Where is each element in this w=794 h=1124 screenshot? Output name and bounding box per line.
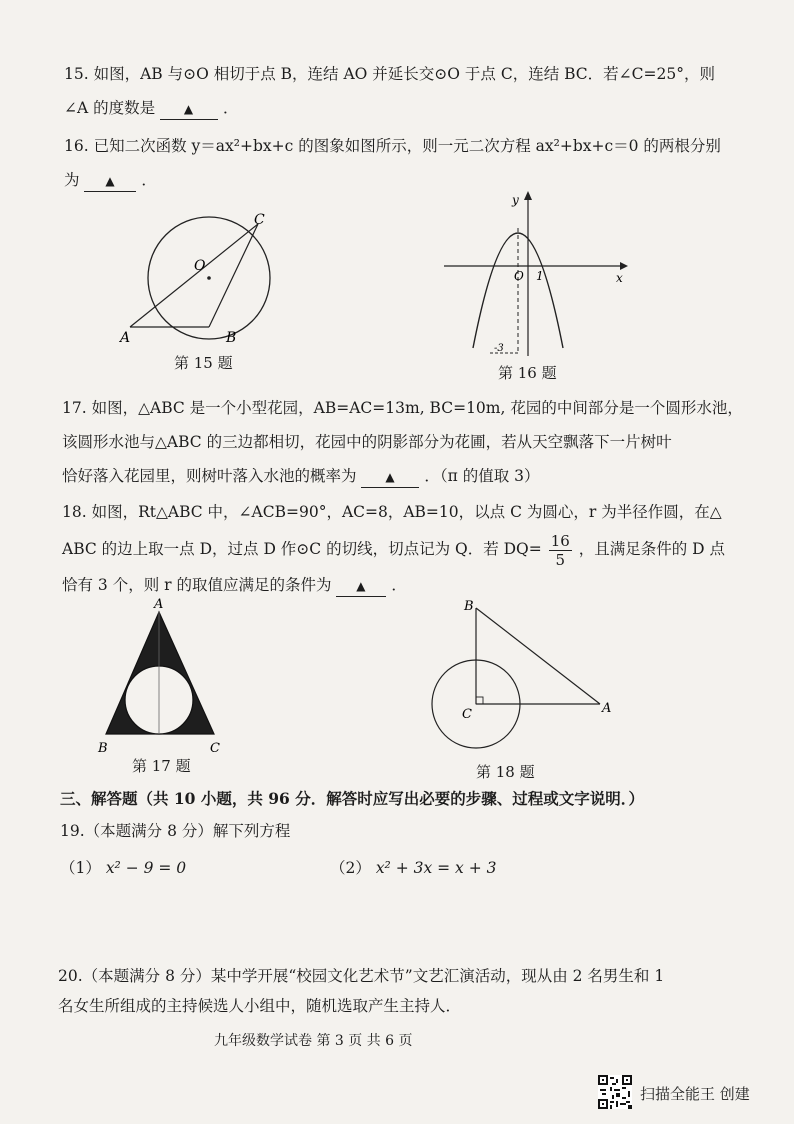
q15-line2 bbox=[64, 98, 239, 120]
fig16-label-neg3: -3 bbox=[494, 343, 504, 354]
q19-part2 bbox=[330, 858, 497, 878]
fig15-label-b: B bbox=[226, 330, 237, 346]
q18-fraction bbox=[549, 532, 572, 569]
q18-stem-end: ，且满足条件的 D 点 bbox=[578, 540, 726, 558]
q19-p2-equation: x² + 3x = x + 3 bbox=[375, 859, 497, 877]
q20-line1: 20.（本题满分 8 分）某中学开展“校园文化艺术节”文艺汇演活动，现从由 2 名男生和 1 bbox=[58, 967, 665, 985]
q17-line3 bbox=[62, 466, 540, 488]
q17-line2: 该圆形水池与△ABC 的三边都相切，花园中的阴影部分为花圃，若从天空飘落下一片树叶 bbox=[62, 433, 672, 451]
qr-code-icon bbox=[598, 1075, 632, 1109]
answer-triangle-icon: ▲ bbox=[356, 579, 367, 593]
fig15-line-ac bbox=[130, 224, 258, 327]
fig16-x-arrow bbox=[620, 262, 628, 270]
figure-18 bbox=[424, 596, 624, 758]
fig16-y-arrow bbox=[524, 191, 532, 200]
fig15-label-o: O bbox=[194, 258, 206, 274]
q18-answer-blank bbox=[336, 575, 386, 597]
q19-p1-label: （1） bbox=[60, 859, 101, 877]
q16-line2 bbox=[64, 170, 157, 192]
q15-line1: 15. 如图，AB 与⊙O 相切于点 B，连结 AO 并延长交⊙O 于点 C，连结 BC．若∠C=25°，则 bbox=[64, 65, 715, 83]
q19-p1-equation: x² − 9 = 0 bbox=[105, 859, 187, 877]
fig18-right-angle-mark bbox=[476, 697, 483, 704]
q18-line2 bbox=[62, 530, 725, 569]
answer-triangle-icon: ▲ bbox=[105, 174, 116, 188]
fig17-label-a: A bbox=[154, 597, 164, 612]
q18-frac-num: 16 bbox=[550, 531, 570, 550]
q18-line3 bbox=[62, 575, 407, 597]
fig16-label-one: 1 bbox=[536, 269, 544, 283]
fig17-caption: 第 17 题 bbox=[132, 757, 191, 775]
fig15-line-bc bbox=[209, 224, 258, 327]
q19-p2-label: （2） bbox=[330, 859, 371, 877]
answer-triangle-icon: ▲ bbox=[183, 102, 195, 116]
fig18-caption: 第 18 题 bbox=[476, 763, 535, 781]
fig15-caption: 第 15 题 bbox=[174, 354, 233, 372]
fig15-label-c: C bbox=[254, 212, 265, 228]
scanner-watermark: 扫描全能王 创建 bbox=[640, 1085, 750, 1103]
q18-stem: ABC 的边上取一点 D，过点 D 作⊙C 的切线，切点记为 Q．若 DQ= bbox=[62, 540, 542, 558]
q15-answer-blank bbox=[160, 98, 218, 120]
fig15-center-dot bbox=[207, 276, 211, 280]
q16-line1: 16. 已知二次函数 y＝ax²+bx+c 的图象如图所示，则一元二次方程 ax²+bx+c＝0 的两根分别 bbox=[64, 137, 721, 155]
page-footer: 九年级数学试卷 第 3 页 共 6 页 bbox=[214, 1033, 413, 1049]
fig18-side-ab bbox=[476, 608, 600, 704]
q20-line2: 名女生所组成的主持候选人小组中，随机选取产生主持人． bbox=[58, 997, 462, 1015]
q19-title: 19.（本题满分 8 分）解下列方程 bbox=[60, 822, 291, 840]
fig17-label-c: C bbox=[210, 741, 220, 756]
q18-line1: 18. 如图，Rt△ABC 中，∠ACB=90°，AC=8，AB=10，以点 C 为圆心，r 为半径作圆，在△ bbox=[62, 503, 722, 521]
q18-frac-den: 5 bbox=[555, 550, 566, 569]
q15-end: ． bbox=[222, 99, 239, 117]
q17-answer-blank bbox=[361, 466, 419, 488]
q15-stem: ∠A 的度数是 bbox=[64, 99, 156, 117]
section3-title: 三、解答题（共 10 小题，共 96 分．解答时应写出必要的步骤、过程或文字说明．） bbox=[60, 789, 644, 808]
fig17-label-b: B bbox=[98, 741, 108, 756]
figure-16 bbox=[440, 188, 630, 363]
figure-17 bbox=[92, 596, 232, 758]
fig16-label-o: O bbox=[514, 269, 524, 283]
q18-stem2: 恰有 3 个，则 r 的取值应满足的条件为 bbox=[62, 576, 332, 594]
q16-stem: 为 bbox=[64, 171, 80, 189]
q17-line1: 17. 如图，△ABC 是一个小型花园，AB=AC=13m, BC=10m, 花园的中间部分是一个圆形水池， bbox=[62, 399, 743, 417]
figure-15 bbox=[110, 208, 290, 348]
fig16-label-x: x bbox=[616, 271, 623, 285]
q19-part1 bbox=[60, 858, 186, 878]
fig18-label-c: C bbox=[462, 707, 472, 722]
fig16-caption: 第 16 题 bbox=[498, 364, 557, 382]
q16-answer-blank bbox=[84, 170, 136, 192]
q17-stem: 恰好落入花园里，则树叶落入水池的概率为 bbox=[62, 467, 357, 485]
q17-end: ．（π 的值取 3） bbox=[424, 467, 540, 485]
answer-triangle-icon: ▲ bbox=[385, 470, 396, 484]
fig15-label-a: A bbox=[120, 330, 131, 346]
q16-end: ． bbox=[141, 171, 157, 189]
fig18-label-a: A bbox=[602, 701, 612, 716]
fig18-label-b: B bbox=[464, 599, 474, 614]
fig16-label-y: y bbox=[512, 193, 519, 207]
q18-end: ． bbox=[391, 576, 407, 594]
